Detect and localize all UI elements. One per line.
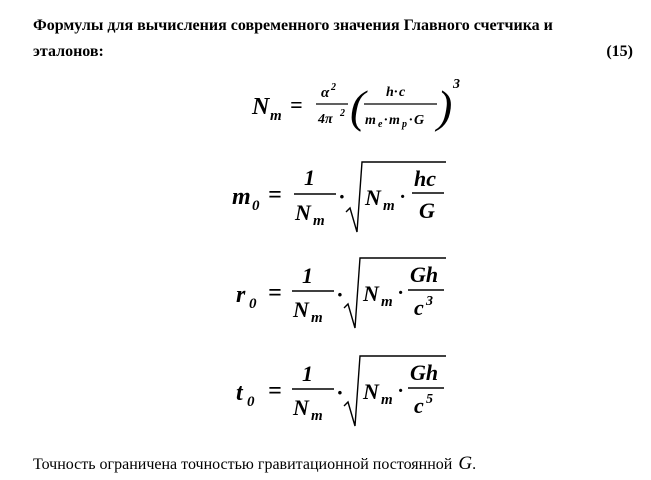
t0-n: N bbox=[363, 379, 379, 404]
r0-dot: · bbox=[337, 282, 343, 307]
nm-paren-close: ) bbox=[437, 81, 453, 132]
nm-h: h bbox=[386, 85, 394, 100]
m0-den: N bbox=[295, 200, 311, 225]
formula-m0 bbox=[228, 158, 458, 236]
nm-exponent: 3 bbox=[453, 77, 460, 92]
document-heading bbox=[33, 13, 633, 65]
footer-g-symbol: G bbox=[458, 453, 473, 474]
nm-pi-sq: 2 bbox=[340, 108, 345, 119]
heading-line-1: Формулы для вычисления современного значения Главного счетчика и bbox=[33, 17, 553, 34]
nm-mp-sub: p bbox=[402, 119, 407, 130]
r0-frac-den-sup: 3 bbox=[426, 294, 433, 309]
r0-equals: = bbox=[268, 280, 282, 306]
formula-nm bbox=[248, 70, 478, 134]
r0-one: 1 bbox=[302, 263, 313, 288]
nm-four-pi: 4π bbox=[318, 112, 333, 127]
heading-line-2 bbox=[33, 39, 633, 65]
nm-c: c bbox=[399, 85, 406, 100]
r0-n: N bbox=[363, 281, 379, 306]
t0-lhs-sub: 0 bbox=[247, 394, 255, 410]
heading-line-2-text: эталонов: bbox=[33, 43, 104, 60]
footer-period: . bbox=[472, 456, 477, 473]
m0-lhs-sub: 0 bbox=[252, 198, 260, 214]
nm-dot-1: · bbox=[394, 85, 398, 100]
t0-den-sub: m bbox=[311, 408, 323, 424]
r0-lhs-sub: 0 bbox=[249, 296, 257, 312]
m0-n-sub: m bbox=[383, 198, 395, 214]
t0-dot: · bbox=[337, 380, 343, 405]
r0-num: Gh bbox=[410, 262, 439, 287]
t0-den: N bbox=[293, 395, 309, 420]
nm-alpha-sq: 2 bbox=[331, 82, 336, 93]
r0-n-sub: m bbox=[381, 294, 393, 310]
formula-r0 bbox=[228, 250, 458, 330]
m0-equals: = bbox=[268, 182, 282, 208]
m0-num: hc bbox=[414, 166, 436, 191]
nm-mp: m bbox=[389, 113, 400, 128]
t0-n-sub: m bbox=[381, 392, 393, 408]
nm-lhs-sub: m bbox=[270, 108, 282, 124]
r0-dot-inner: · bbox=[398, 282, 403, 304]
t0-frac-den: c bbox=[414, 393, 424, 418]
r0-lhs: r bbox=[236, 282, 246, 308]
t0-equals: = bbox=[268, 378, 282, 404]
m0-den-sub: m bbox=[313, 213, 325, 229]
nm-dot-3: · bbox=[409, 113, 413, 128]
r0-den-sub: m bbox=[311, 310, 323, 326]
t0-dot-inner: · bbox=[398, 380, 403, 402]
m0-lhs: m bbox=[232, 184, 251, 210]
t0-one: 1 bbox=[302, 361, 313, 386]
m0-one: 1 bbox=[304, 165, 315, 190]
nm-alpha: α bbox=[321, 85, 330, 101]
footer-text: Точность ограничена точностью гравитационной постоянной bbox=[33, 456, 453, 473]
m0-dot-inner: · bbox=[400, 186, 405, 208]
r0-frac-den: c bbox=[414, 295, 424, 320]
t0-num: Gh bbox=[410, 360, 439, 385]
nm-lhs: N bbox=[252, 94, 270, 120]
t0-lhs: t bbox=[236, 380, 243, 406]
nm-equals: = bbox=[290, 92, 303, 117]
nm-g: G bbox=[414, 113, 425, 128]
equation-number: (15) bbox=[606, 43, 633, 60]
formula-t0 bbox=[228, 348, 458, 428]
r0-den: N bbox=[293, 297, 309, 322]
m0-frac-den: G bbox=[419, 198, 435, 223]
footer-note bbox=[33, 453, 476, 475]
m0-n: N bbox=[365, 185, 381, 210]
nm-me-sub: e bbox=[378, 119, 383, 130]
nm-me: m bbox=[365, 113, 376, 128]
nm-dot-2: · bbox=[384, 113, 388, 128]
m0-dot: · bbox=[339, 184, 345, 209]
t0-frac-den-sup: 5 bbox=[426, 392, 433, 407]
nm-paren-open: ( bbox=[350, 81, 366, 132]
